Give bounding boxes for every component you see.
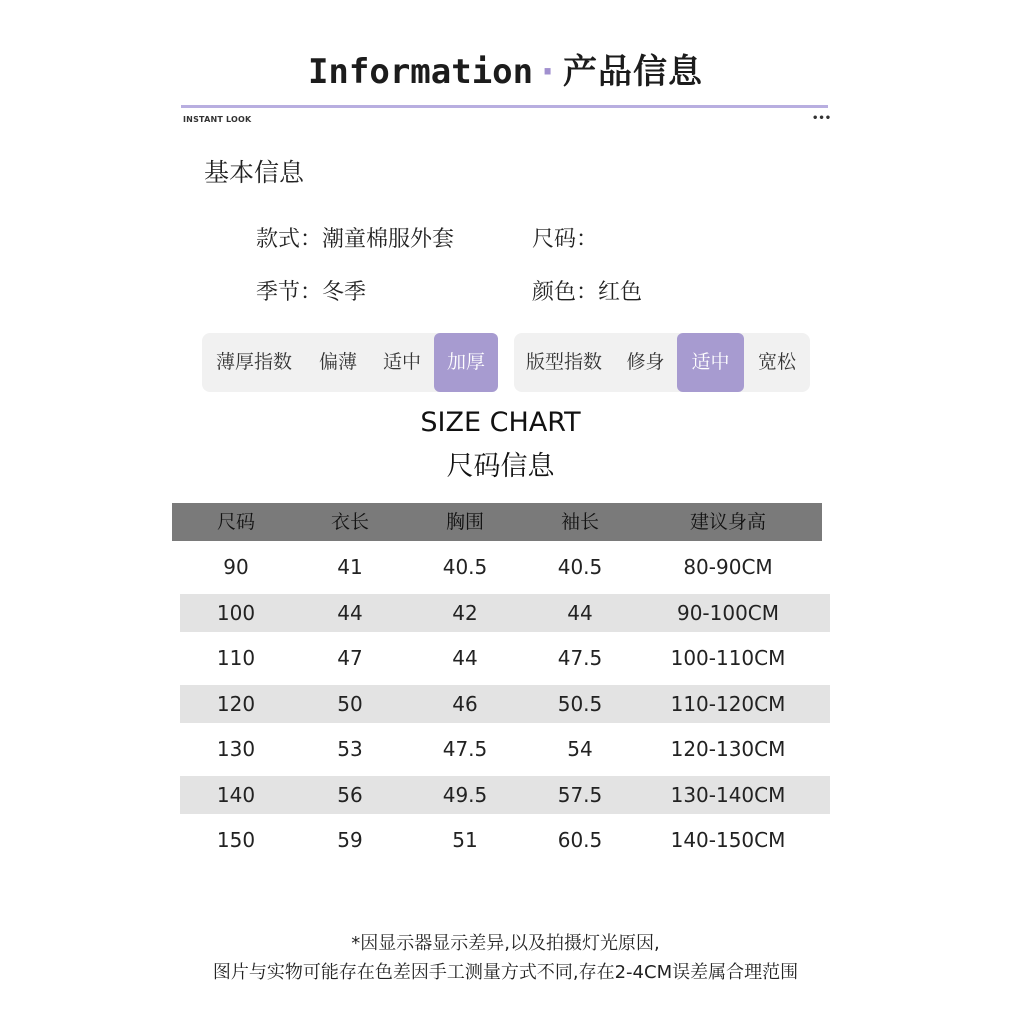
column-header-size: 尺码 — [216, 511, 255, 533]
instant-look-label: INSTANT LOOK — [183, 115, 252, 124]
cell-size: 110 — [216, 646, 256, 670]
cell-size: 150 — [216, 828, 256, 852]
style-info: 款式：潮童棉服外套 — [256, 227, 455, 252]
cell-length: 59 — [337, 828, 363, 852]
cell-chest: 47.5 — [442, 737, 488, 761]
fit-option-slim: 修身 — [626, 351, 665, 373]
cell-sleeve: 44 — [567, 601, 593, 625]
color-info: 颜色：红色 — [532, 280, 643, 305]
disclaimer-line-2: 图片与实物可能存在色差因手工测量方式不同,存在2-4CM误差属合理范围 — [212, 962, 799, 983]
title-english: Information — [307, 52, 534, 92]
cell-length: 56 — [337, 783, 363, 807]
cell-chest: 44 — [452, 646, 478, 670]
title-chinese: 产品信息 — [563, 52, 704, 92]
fit-option-loose: 宽松 — [757, 351, 796, 373]
table-row — [180, 639, 830, 677]
table-row — [180, 685, 830, 723]
table-row — [180, 730, 830, 768]
table-row — [180, 594, 830, 632]
header-divider — [181, 105, 828, 108]
more-dots-icon: ••• — [812, 113, 832, 124]
cell-length: 50 — [337, 692, 363, 716]
cell-height: 110-120CM — [670, 692, 786, 716]
cell-chest: 46 — [452, 692, 478, 716]
basic-info-title: 基本信息 — [204, 158, 305, 187]
cell-sleeve: 60.5 — [557, 828, 603, 852]
cell-height: 80-90CM — [683, 555, 773, 579]
thickness-index-bar — [202, 333, 498, 392]
season-info: 季节：冬季 — [256, 280, 367, 305]
size-chart-title-cn: 尺码信息 — [446, 451, 555, 482]
cell-sleeve: 40.5 — [557, 555, 603, 579]
cell-chest: 42 — [452, 601, 478, 625]
cell-size: 140 — [216, 783, 256, 807]
cell-chest: 40.5 — [442, 555, 488, 579]
column-header-length: 衣长 — [330, 511, 369, 533]
cell-size: 100 — [216, 601, 256, 625]
column-header-height: 建议身高 — [689, 511, 766, 533]
cell-sleeve: 54 — [567, 737, 593, 761]
cell-length: 47 — [337, 646, 363, 670]
table-row — [180, 776, 830, 814]
fit-option-regular: 适中 — [677, 333, 744, 392]
table-row — [180, 548, 830, 586]
thickness-option-medium: 适中 — [382, 351, 421, 373]
cell-length: 41 — [337, 555, 363, 579]
title-separator-dot: · — [541, 52, 556, 92]
cell-height: 130-140CM — [670, 783, 786, 807]
column-header-chest: 胸围 — [445, 511, 484, 533]
size-info: 尺码： — [532, 227, 599, 252]
cell-height: 100-110CM — [670, 646, 786, 670]
cell-sleeve: 57.5 — [557, 783, 603, 807]
cell-size: 90 — [223, 555, 249, 579]
column-header-sleeve: 袖长 — [560, 511, 599, 533]
cell-height: 120-130CM — [670, 737, 786, 761]
cell-chest: 51 — [452, 828, 478, 852]
cell-size: 130 — [216, 737, 256, 761]
cell-size: 120 — [216, 692, 256, 716]
thickness-index-label: 薄厚指数 — [215, 351, 292, 373]
disclaimer-line-1: *因显示器显示差异,以及拍摄灯光原因, — [351, 933, 660, 954]
cell-chest: 49.5 — [442, 783, 488, 807]
cell-sleeve: 47.5 — [557, 646, 603, 670]
cell-sleeve: 50.5 — [557, 692, 603, 716]
cell-height: 140-150CM — [670, 828, 786, 852]
fit-index-bar — [514, 333, 810, 392]
fit-index-label: 版型指数 — [525, 351, 602, 373]
cell-height: 90-100CM — [676, 601, 780, 625]
thickness-option-thin: 偏薄 — [318, 351, 357, 373]
size-table-header — [172, 503, 822, 541]
thickness-option-thick: 加厚 — [434, 333, 498, 392]
page-title — [0, 44, 1011, 93]
table-row — [180, 821, 830, 859]
cell-length: 44 — [337, 601, 363, 625]
cell-length: 53 — [337, 737, 363, 761]
size-chart-title-en: SIZE CHART — [420, 407, 581, 438]
